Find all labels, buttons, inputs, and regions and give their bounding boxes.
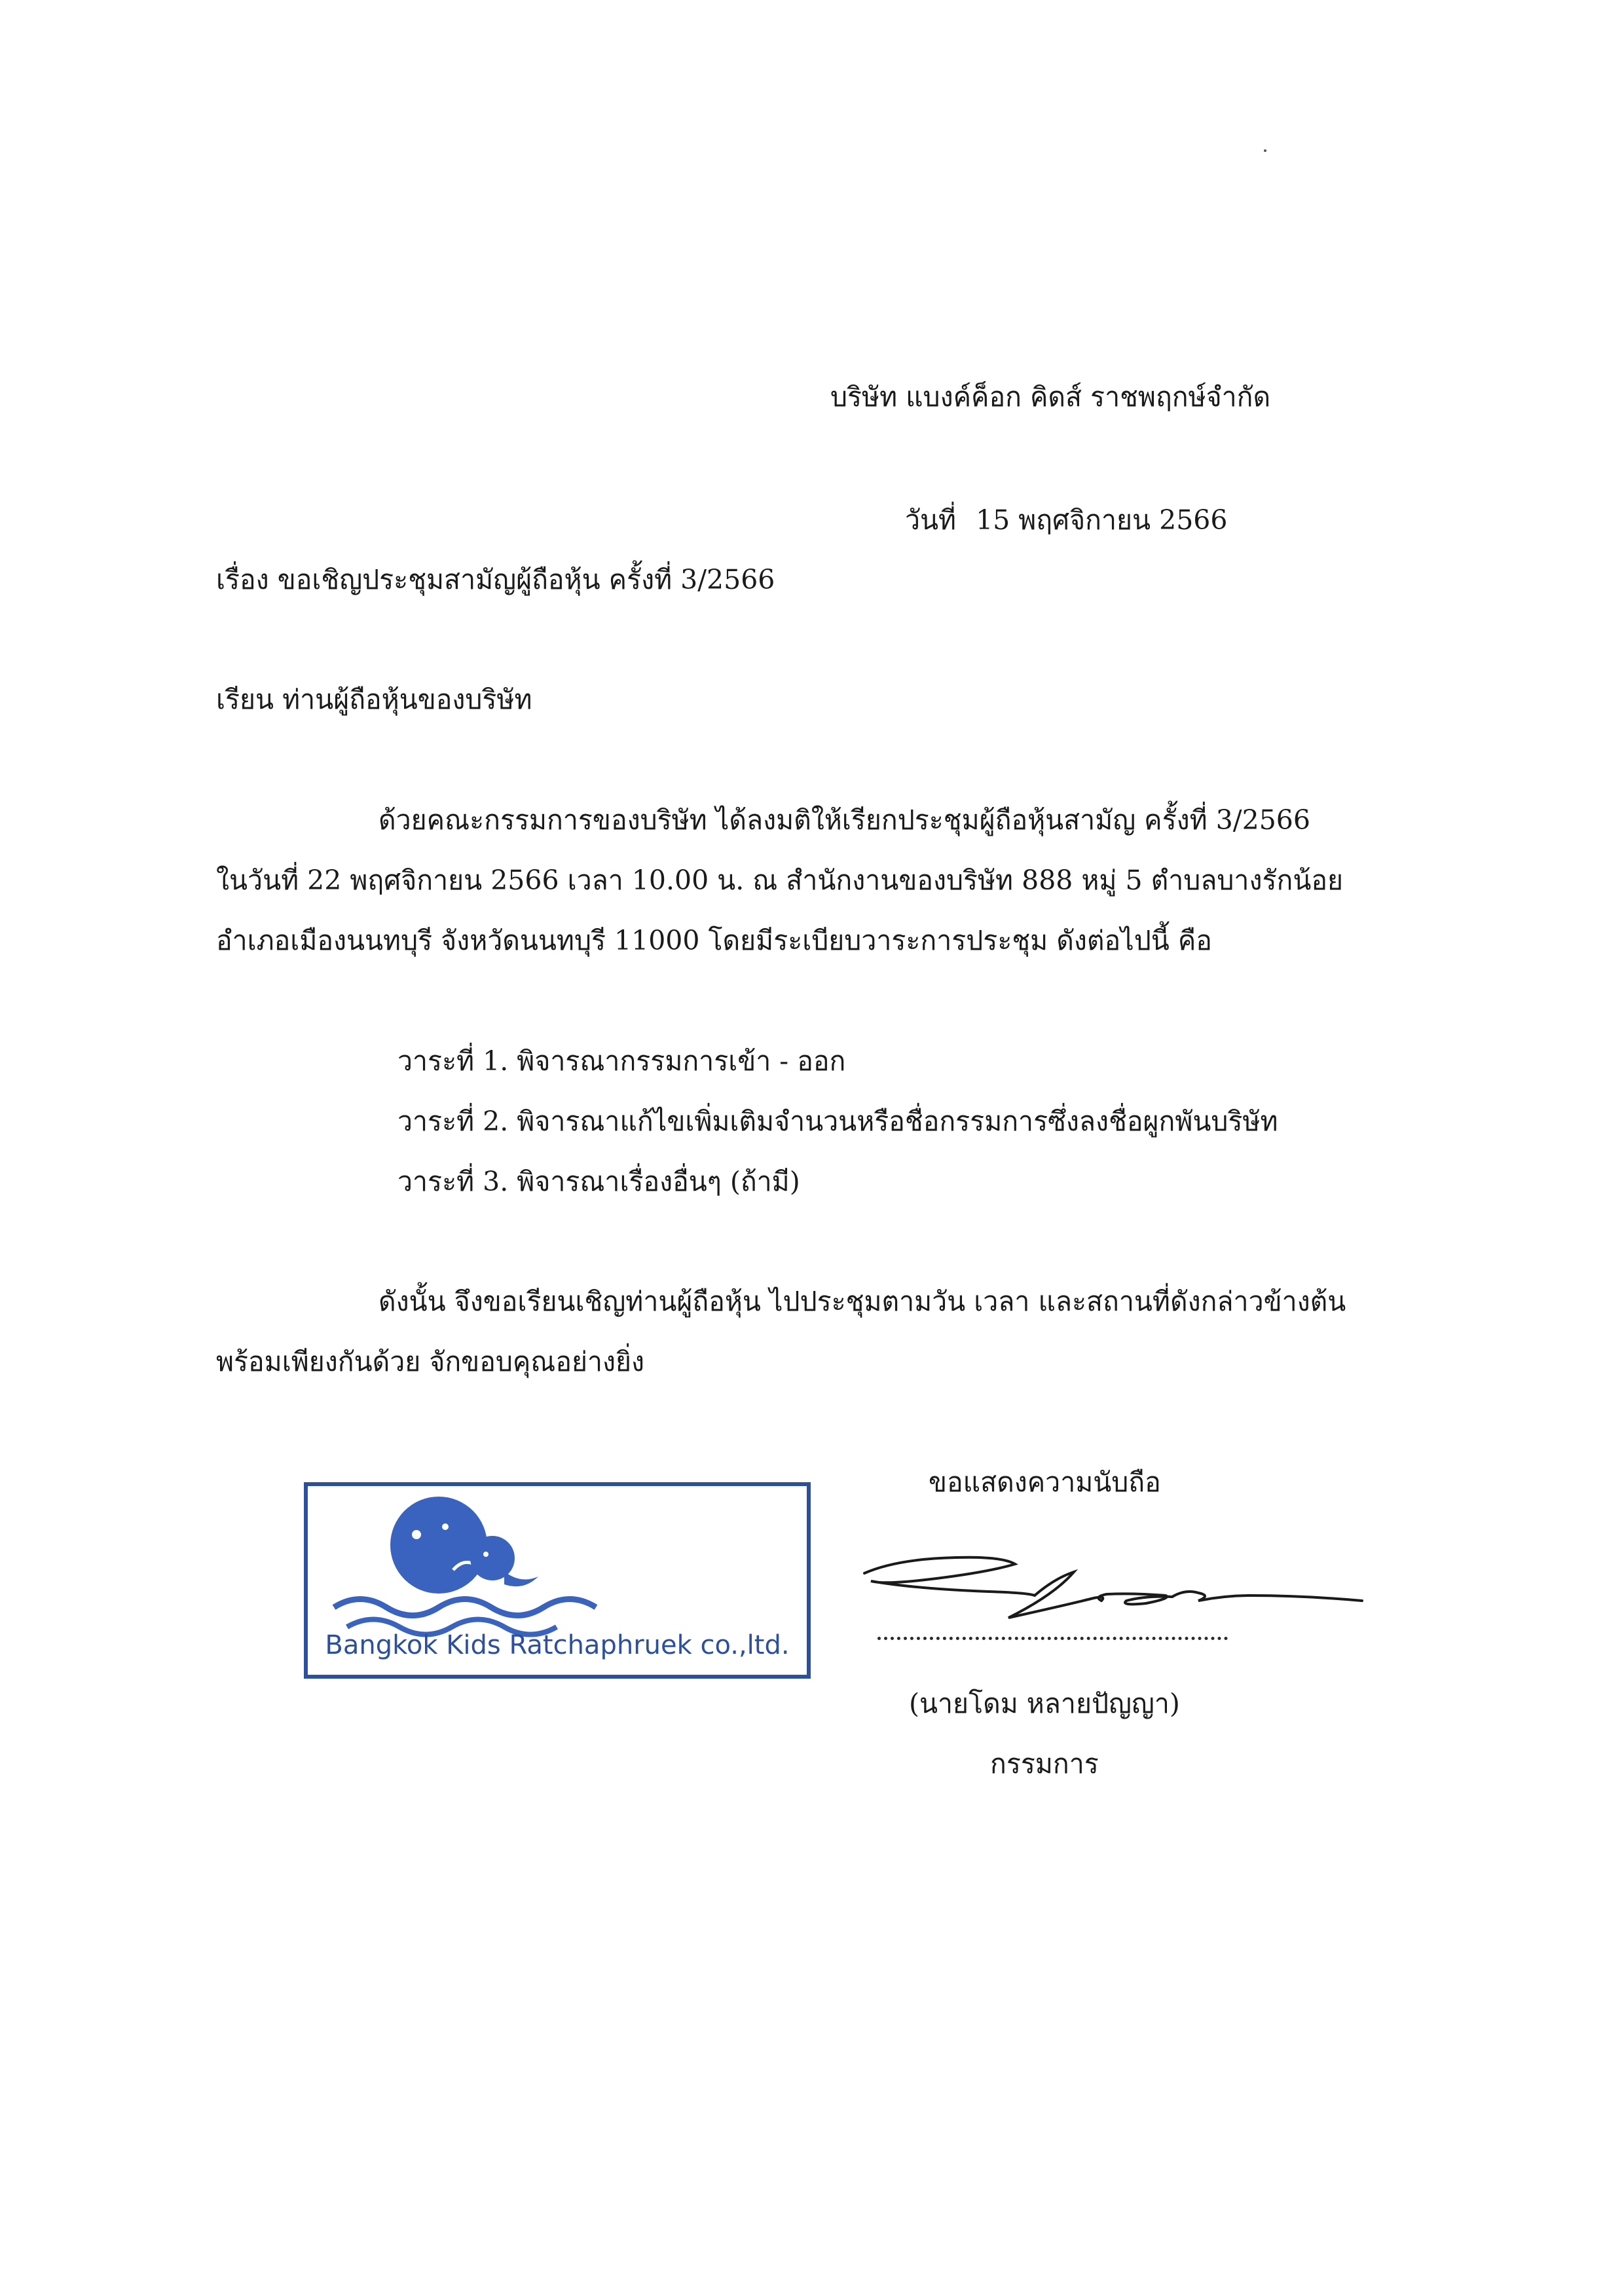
date-label: วันที่ (905, 504, 957, 536)
paragraph-1-line: อำเภอเมืองนนทบุรี จังหวัดนนทบุรี 11000 โดยมีระเบียบวาระการประชุม ดังต่อไปนี้ คือ (216, 925, 1212, 956)
letter-salutation: เรียน ท่านผู้ถือหุ้นของบริษัท (216, 684, 532, 715)
agenda-item: วาระที่ 2. พิจารณาแก้ไขเพิ่มเติมจำนวนหรือชื่อกรรมการซึ่งลงชื่อผูกพันบริษัท (397, 1106, 1278, 1137)
agenda-item: วาระที่ 1. พิจารณากรรมการเข้า - ออก (397, 1045, 846, 1077)
company-stamp (304, 1482, 811, 1679)
paragraph-1-line: ในวันที่ 22 พฤศจิกายน 2566 เวลา 10.00 น. ณ สำนักงานของบริษัท 888 หมู่ 5 ตำบลบางรักน้อย (216, 865, 1343, 896)
stamp-text: Bangkok Kids Ratchaphruek co.,ltd. (325, 1630, 790, 1660)
paragraph-2-line: พร้อมเพียงกันด้วย จักขอบคุณอย่างยิ่ง (216, 1346, 645, 1377)
handwritten-signature-icon (858, 1533, 1369, 1631)
letter-subject: เรื่อง ขอเชิญประชุมสามัญผู้ถือหุ้น ครั้งที่ 3/2566 (216, 564, 775, 595)
company-name: บริษัท แบงค์ค็อก คิดส์ ราชพฤกษ์จำกัด (830, 381, 1271, 413)
signer-title: กรรมการ (990, 1748, 1099, 1780)
paragraph-2-line: ดังนั้น จึงขอเรียนเชิญท่านผู้ถือหุ้น ไปประชุมตามวัน เวลา และสถานที่ดังกล่าวข้างต้น (378, 1286, 1346, 1317)
scan-speck (1264, 149, 1266, 152)
closing-phrase: ขอแสดงความนับถือ (929, 1466, 1161, 1498)
paragraph-1-line: ด้วยคณะกรรมการของบริษัท ได้ลงมติให้เรียกประชุมผู้ถือหุ้นสามัญ ครั้งที่ 3/2566 (378, 804, 1310, 836)
signer-name: (นายโดม หลายปัญญา) (909, 1688, 1180, 1719)
signature-line (877, 1637, 1228, 1640)
letter-date (905, 502, 1227, 538)
agenda-item: วาระที่ 3. พิจารณาเรื่องอื่นๆ (ถ้ามี) (397, 1166, 800, 1197)
date-value: 15 พฤศจิกายน 2566 (976, 504, 1228, 536)
